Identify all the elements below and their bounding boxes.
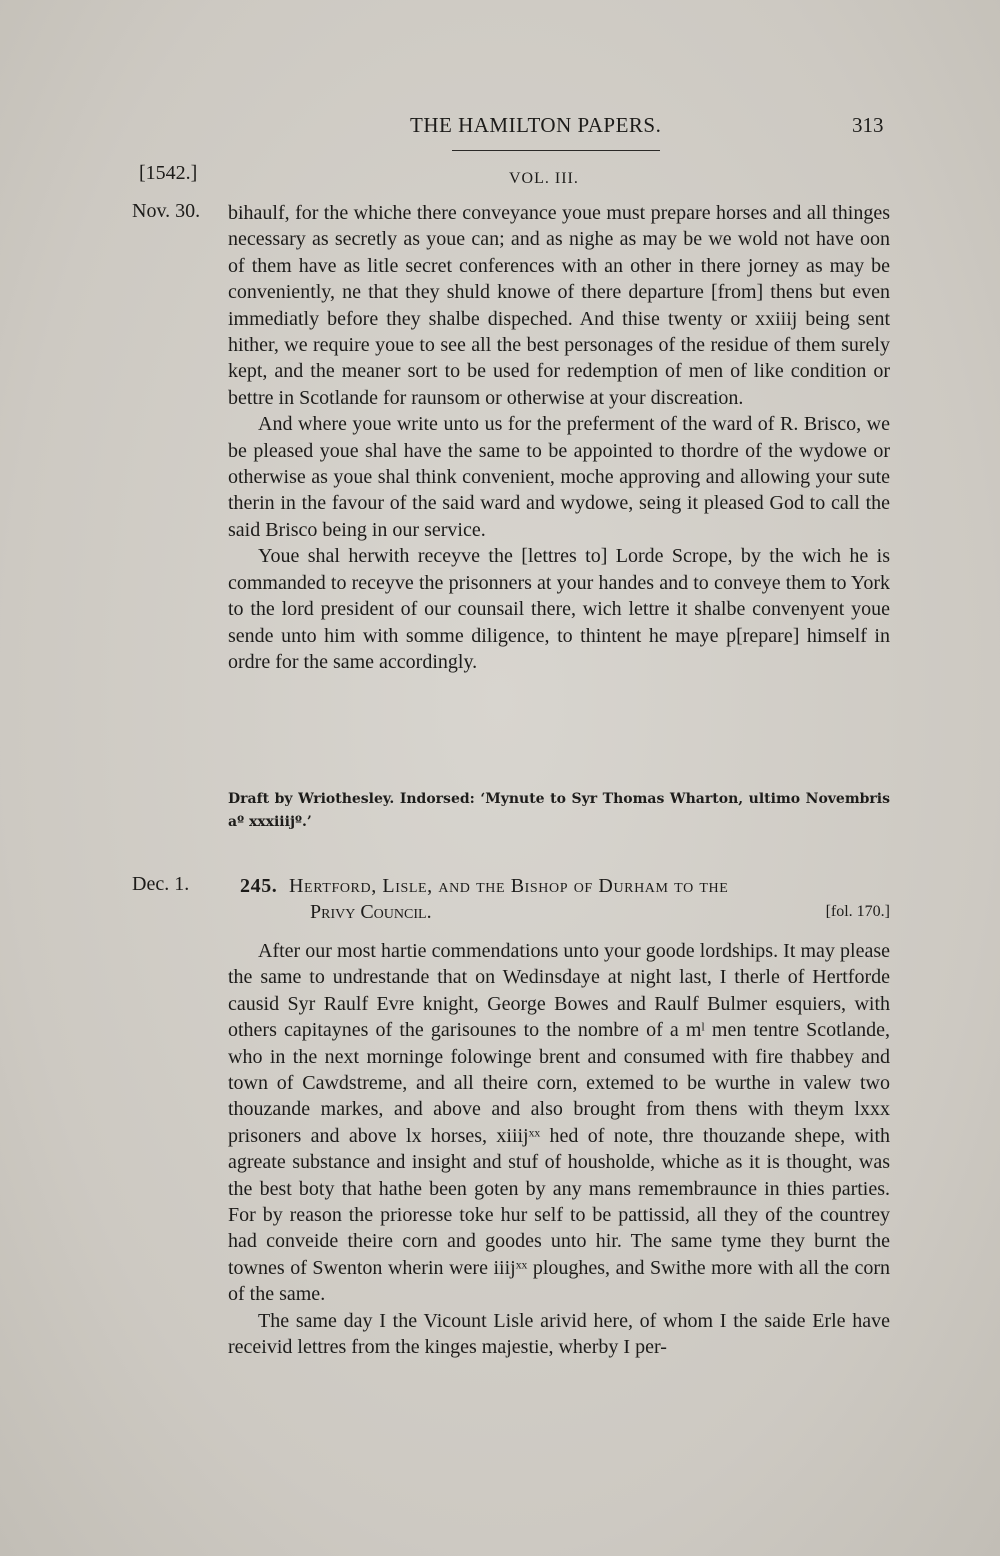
page-number: 313 bbox=[852, 113, 884, 137]
paragraph: After our most hartie commendations unto your goode lordships. It may please the same to undrestande that on Wedinsdaye at night last, I therle of Hertforde causid Syr Raulf Evre knight, George Bowes and Raulf Bulmer esquiers, with others capitaynes of the garisounes to the nombre of a mˡ men tentre Scotlande, who in the next morninge folowinge brent and consumed with fire thabbey and town of Cawdstreme, and all theire corn, extemed to be wurthe in valew two thouzande markes, and above and also brought from thens with theym lxxx prisoners and above lx horses, xiiijˣˣ hed of note, thre thouzande shepe, with agreate substance and insight and stuf of housholde, whiche as it is thought, was the best boty that hathe been goten by any mans remembraunce in thies parties. For by reason the prioresse toke hur self to be pattissid, all they of the countrey had conveide theire corn and goodes unto hir. The same tyme they burnt the townes of Swenton wherin were iiijˣˣ ploughes, and Swithe more with all the corn of the same. bbox=[228, 940, 890, 1306]
entry-heading-line2 bbox=[240, 899, 890, 925]
entry-title: Hertford, Lisle, and the Bishop of Durham to the bbox=[289, 875, 729, 897]
entry-number: 245. bbox=[240, 875, 278, 897]
entry-heading-line1 bbox=[240, 873, 890, 899]
margin-date-dec: Dec. 1. bbox=[132, 873, 190, 895]
paragraph: bihaulf, for the whiche there conveyance youe must prepare horses and all thinges necessary as secretly as youe can; and as nighe as may be we wold not have oon of them have as litle secret conferences with an other in there jorney as may be conveniently, ne that they shuld knowe of there departure [from] thens but even immediatly before they shalbe dispeched. And thise twenty or xxiiij being sent hither, we require youe to see all the best personages of the residue of them surely kept, and the meaner sort to be used for redemption of men of like condition or bettre in Scotlande for raunsom or otherwise at your discreation. bbox=[228, 202, 890, 409]
margin-date-nov: Nov. 30. bbox=[132, 200, 201, 222]
running-head bbox=[0, 113, 1000, 143]
entry-title-cont: Privy Council. bbox=[310, 901, 432, 923]
paragraph: Youe shal herwith receyve the [lettres to] Lorde Scrope, by the wich he is commanded to receyve the prisonners at your handes and to conveye them to York to the lord president of our counsail there, wich lettre it shalbe convenyent youe sende unto him with somme diligence, to thintent he maye p[repare] himself in ordre for the same accordingly. bbox=[228, 545, 890, 673]
letter-body-2 bbox=[228, 938, 890, 1361]
paragraph: The same day I the Vicount Lisle arivid here, of whom I the saide Erle have receivid lettres from the kinges majestie, wherby I per- bbox=[228, 1309, 890, 1359]
letter-body-1 bbox=[228, 200, 890, 675]
draft-note: Draft by Wriothesley. Indorsed: ‘Mynute to Syr Thomas Wharton, ultimo Novembris aº xxxiiijº.’ bbox=[228, 791, 890, 830]
folio-reference: [fol. 170.] bbox=[825, 903, 890, 920]
volume-label: VOL. III. bbox=[509, 170, 579, 187]
header-rule bbox=[452, 150, 660, 151]
running-title: THE HAMILTON PAPERS. bbox=[410, 113, 662, 137]
year-marker: [1542.] bbox=[139, 162, 198, 184]
paragraph: And where youe write unto us for the preferment of the ward of R. Brisco, we be pleased youe shal have the same to be appointed to thordre of the wydowe or otherwise as youe shal think convenient, moche approving and allowing your sute therin in the favour of the said ward and wydowe, seing it pleased God to call the said Brisco being in our service. bbox=[228, 413, 890, 541]
entry-heading bbox=[240, 873, 890, 925]
